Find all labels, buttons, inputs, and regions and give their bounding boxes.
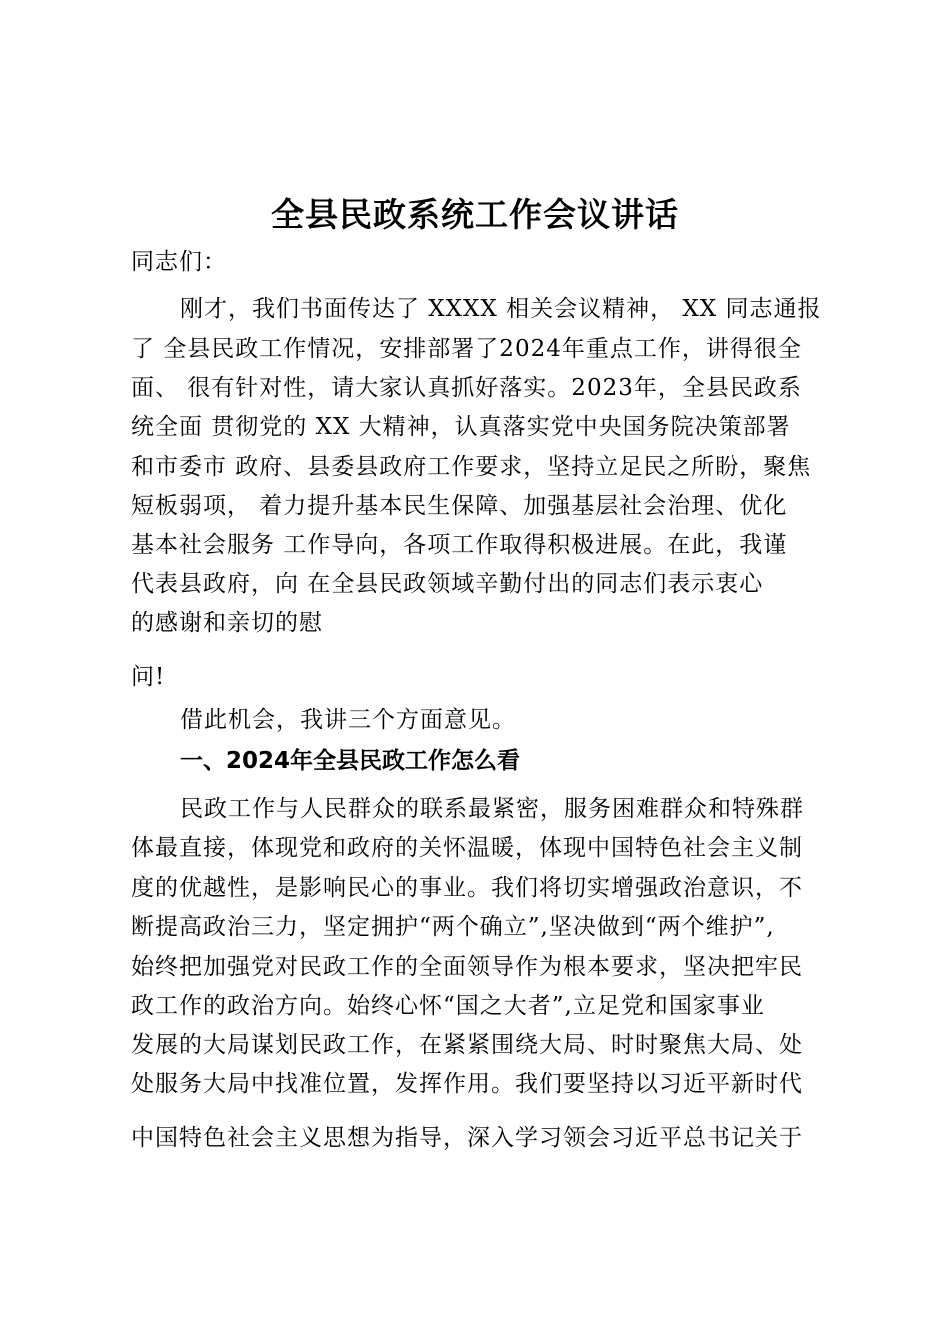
paragraph-line: 短板弱项， 着力提升基本民生保障、加强基层社会治理、优化 <box>131 493 788 519</box>
paragraph-text: 借此机会，我讲三个方面意见。 <box>180 707 516 733</box>
paragraph-line: 体最直接，体现党和政府的关怀温暖，体现中国特色社会主义制 <box>131 835 803 861</box>
section-heading: 一、2024年全县民政工作怎么看 <box>180 748 521 774</box>
paragraph-line: 断提高政治三力，坚定拥护“两个确立”,坚决做到“两个维护”, <box>131 914 775 940</box>
paragraph-line: 代表县政府，向 在全县民政领域辛勤付出的同志们表示衷心 <box>131 571 764 597</box>
paragraph-line: 度的优越性，是影响民心的事业。我们将切实增强政治意识，不 <box>131 875 803 901</box>
paragraph-line: 中国特色社会主义思想为指导，深入学习领会习近平总书记关于 <box>131 1125 803 1151</box>
paragraph-line: 处服务大局中找准位置，发挥作用。我们要坚持以习近平新时代 <box>131 1071 803 1097</box>
paragraph-line: 发展的大局谋划民政工作，在紧紧围绕大局、时时聚焦大局、处 <box>131 1032 803 1058</box>
paragraph-line: 面、 很有针对性，请大家认真抓好落实。2023年，全县民政系 <box>131 375 802 401</box>
paragraph-line: 的感谢和亲切的慰 <box>131 610 323 636</box>
document-title: 全县民政系统工作会议讲话 <box>271 195 679 234</box>
paragraph-line: 刚才，我们书面传达了 XXXX 相关会议精神， XX 同志通报 <box>180 296 822 322</box>
salutation: 同志们： <box>131 249 227 275</box>
paragraph-line: 始终把加强党对民政工作的全面领导作为根本要求，坚决把牢民 <box>131 954 803 980</box>
paragraph-line: 民政工作与人民群众的联系最紧密，服务困难群众和特殊群 <box>180 796 804 822</box>
paragraph-line: 统全面 贯彻党的 XX 大精神，认真落实党中央国务院决策部署 <box>131 414 791 440</box>
paragraph-line: 和市委市 政府、县委县政府工作要求，坚持立足民之所盼，聚焦 <box>131 454 812 480</box>
paragraph-line: 政工作的政治方向。始终心怀“国之大者”,立足党和国家事业 <box>131 993 765 1019</box>
paragraph-line: 了 全县民政工作情况，安排部署了2024年重点工作，讲得很全 <box>131 336 802 362</box>
paragraph-line: 问! <box>131 664 166 690</box>
paragraph-line: 基本社会服务 工作导向，各项工作取得积极进展。在此，我谨 <box>131 532 788 558</box>
